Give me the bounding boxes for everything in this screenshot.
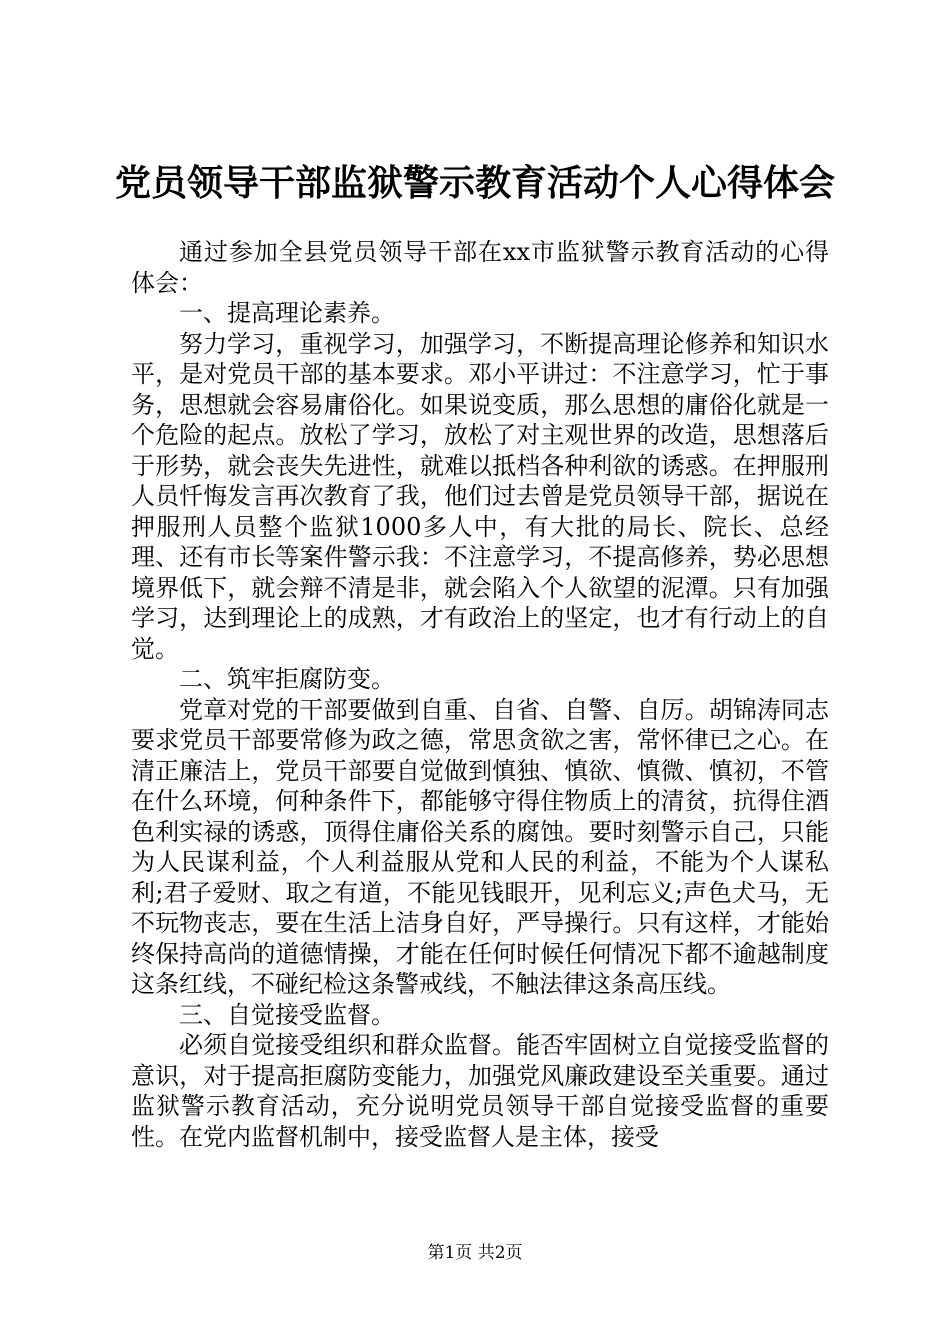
document-title: 党员领导干部监狱警示教育活动个人心得体会 — [114, 162, 835, 204]
section-body-2: 党章对党的干部要做到自重、自省、自警、自厉。胡锦涛同志要求党员干部要常修为政之德，常思贪欲之害，常怀律已之心。在清正廉洁上，党员干部要自觉做到慎独、慎欲、慎微、慎初，不管在什么环境，何种条件下，都能够守得住物质上的清贫，抗得住酒色利实禄的诱惑，顶得住庸俗关系的腐蚀。要时刻警示自己，只能为人民谋利益，个人利益服从党和人民的利益，不能为个人谋私利;君子爱财、取之有道，不能见钱眼开，见利忘义;声色犬马，无不玩物丧志，要在生活上洁身自好，严导操行。只有这样，才能始终保持高尚的道德情操，才能在任何时候任何情况下都不逾越制度这条红线，不碰纪检这条警戒线，不触法律这条高压线。 — [131, 695, 829, 998]
section-body-1: 努力学习，重视学习，加强学习，不断提高理论修养和知识水平，是对党员干部的基本要求。邓小平讲过：不注意学习，忙于事务，思想就会容易庸俗化。如果说变质，那么思想的庸俗化就是一个危险的起点。放松了学习，放松了对主观世界的改造，思想落后于形势，就会丧失先进性，就难以抵档各种利欲的诱惑。在押服刑人员忏悔发言再次教育了我，他们过去曾是党员领导干部，据说在押服刑人员整个监狱1000多人中，有大批的局长、院长、总经理、还有市长等案件警示我：不注意学习，不提高修养，势必思想境界低下，就会辩不清是非，就会陷入个人欲望的泥潭。只有加强学习，达到理论上的成熟，才有政治上的坚定，也才有行动上的自觉。 — [131, 329, 829, 663]
page-number-footer: 第1页 共2页 — [427, 1243, 523, 1263]
document-body — [131, 237, 829, 1152]
section-heading-3: 三、自觉接受监督。 — [179, 1000, 395, 1029]
section-heading-1: 一、提高理论素养。 — [179, 299, 395, 327]
section-heading-2: 二、筑牢拒腐防变。 — [179, 665, 395, 693]
intro-paragraph: 通过参加全县党员领导干部在xx市监狱警示教育活动的心得体会： — [131, 238, 829, 297]
section-body-3: 必须自觉接受组织和群众监督。能否牢固树立自觉接受监督的意识，对于提高拒腐防变能力，加强党风廉政建设至关重要。通过监狱警示教育活动，充分说明党员领导干部自觉接受监督的重要性。在党内监督机制中，接受监督人是主体，接受 — [131, 1031, 829, 1151]
